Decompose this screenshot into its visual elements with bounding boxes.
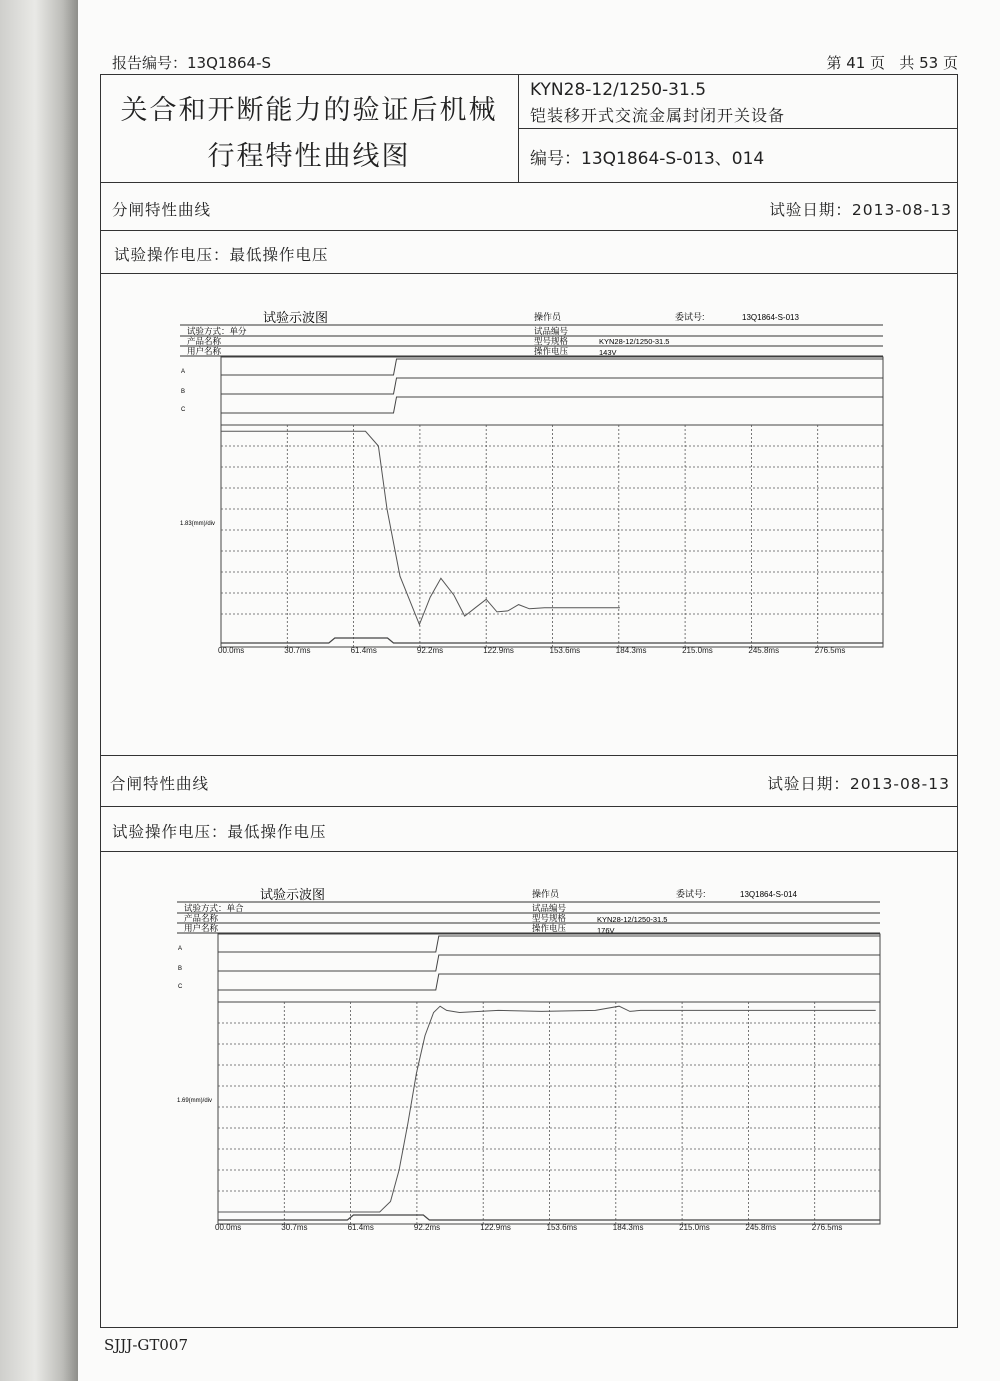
x-tick-label: 30.7ms <box>284 646 311 655</box>
x-tick-label: 245.8ms <box>748 646 780 655</box>
product-divider <box>518 128 958 129</box>
channel-a-label: A <box>178 946 183 952</box>
row-divider-5 <box>100 851 958 852</box>
sample-no-label: 试品编号 <box>532 903 567 913</box>
channel-frame <box>221 357 883 425</box>
row-divider-4 <box>100 806 958 807</box>
channel-c-label: C <box>181 407 186 413</box>
title-divider <box>100 182 958 183</box>
travel-curve <box>221 431 620 624</box>
x-tick-label: 00.0ms <box>218 646 245 655</box>
entrust-number: 13Q1864-S-014 <box>740 890 797 899</box>
opening-curve-title: 分闸特性曲线 <box>112 201 212 219</box>
entrust-label: 委试号: <box>675 312 705 322</box>
x-tick-label: 276.5ms <box>811 1223 843 1232</box>
x-tick-label: 00.0ms <box>215 1223 242 1232</box>
x-tick-label: 92.2ms <box>413 1223 441 1232</box>
osc-heading: 试验示波图 <box>263 310 329 325</box>
title-line-2: 行程特性曲线图 <box>207 141 411 172</box>
row-divider-3 <box>100 755 958 756</box>
x-tick-label: 184.3ms <box>615 646 647 655</box>
x-tick-label: 122.9ms <box>480 1223 511 1232</box>
coil-pulse <box>221 638 883 643</box>
book-spine <box>0 0 78 1381</box>
channel-b-label: B <box>178 966 183 972</box>
plot-grid <box>221 425 883 647</box>
voltage-value: 176V <box>597 926 615 935</box>
user-name-label: 用户名称 <box>187 346 222 356</box>
x-tick-label: 153.6ms <box>546 1223 578 1232</box>
x-tick-label: 184.3ms <box>612 1223 644 1232</box>
x-tick-label: 122.9ms <box>483 646 514 655</box>
osc-heading: 试验示波图 <box>260 887 326 902</box>
form-code: SJJJ-GT007 <box>104 1336 189 1354</box>
test-mode: 试验方式：单分 <box>187 326 247 336</box>
oscillogram-1 <box>175 305 895 665</box>
travel-curve <box>218 1006 876 1212</box>
voltage-label: 操作电压 <box>534 346 569 356</box>
voltage-label-2: 试验操作电压：最低操作电压 <box>112 823 327 841</box>
x-tick-label: 276.5ms <box>814 646 846 655</box>
voltage-label-1: 试验操作电压：最低操作电压 <box>114 246 329 264</box>
product-name: 铠装移开式交流金属封闭开关设备 <box>530 106 786 125</box>
plot-grid <box>218 1002 880 1224</box>
channel-trace <box>218 974 880 990</box>
user-name-label: 用户名称 <box>184 923 219 933</box>
model-label: 型号规格 <box>532 913 567 923</box>
coil-pulse <box>218 1215 880 1220</box>
oscillogram-2 <box>172 882 892 1242</box>
coil-current-trace <box>221 638 883 643</box>
y-scale-label: 1.69(mm)/div <box>177 1098 213 1104</box>
channel-frame <box>218 934 880 1002</box>
model-value: KYN28-12/1250-31.5 <box>599 337 670 346</box>
serial-number: 编号：13Q1864-S-013、014 <box>530 149 765 169</box>
row-divider-1 <box>100 230 958 231</box>
test-date-1: 试验日期：2013-08-13 <box>769 201 952 219</box>
channel-b-label: B <box>181 389 186 395</box>
sample-no-label: 试品编号 <box>534 326 569 336</box>
channel-trace <box>221 359 883 375</box>
voltage-value: 143V <box>599 348 617 357</box>
page-info: 第 41 页 共 53 页 <box>826 54 958 72</box>
operator-label: 操作员 <box>534 312 562 322</box>
x-tick-label: 30.7ms <box>281 1223 308 1232</box>
x-tick-label: 61.4ms <box>347 1223 374 1232</box>
x-tick-label: 245.8ms <box>745 1223 777 1232</box>
plot-frame <box>221 425 883 647</box>
product-model: KYN28-12/1250-31.5 <box>530 80 707 100</box>
voltage-label: 操作电压 <box>532 923 567 933</box>
plot-frame <box>218 1002 880 1224</box>
model-label: 型号规格 <box>534 336 569 346</box>
product-name-label: 产品名称 <box>187 336 222 346</box>
x-tick-label: 92.2ms <box>416 646 444 655</box>
test-mode: 试验方式：单合 <box>184 903 244 913</box>
entrust-number: 13Q1864-S-013 <box>742 313 799 322</box>
channel-trace <box>221 378 883 394</box>
channel-trace <box>221 397 883 413</box>
model-value: KYN28-12/1250-31.5 <box>597 915 668 924</box>
channel-trace <box>218 936 880 952</box>
report-number: 报告编号：13Q1864-S <box>112 54 272 72</box>
contact-channels <box>218 934 880 1002</box>
x-tick-label: 215.0ms <box>679 1223 710 1232</box>
contact-channels <box>221 357 883 425</box>
x-tick-label: 153.6ms <box>549 646 581 655</box>
x-tick-label: 61.4ms <box>350 646 377 655</box>
test-date-2: 试验日期：2013-08-13 <box>767 775 950 793</box>
y-scale-label: 1.83(mm)/div <box>180 521 216 527</box>
channel-a-label: A <box>181 369 186 375</box>
row-divider-2 <box>100 273 958 274</box>
product-name-label: 产品名称 <box>184 913 219 923</box>
operator-label: 操作员 <box>532 889 560 899</box>
channel-c-label: C <box>178 984 183 990</box>
channel-trace <box>218 955 880 971</box>
coil-current-trace <box>218 1215 880 1220</box>
closing-curve-title: 合闸特性曲线 <box>110 775 210 793</box>
entrust-label: 委试号: <box>676 889 706 899</box>
x-tick-label: 215.0ms <box>682 646 713 655</box>
title-line-1: 关合和开断能力的验证后机械 <box>120 95 498 126</box>
